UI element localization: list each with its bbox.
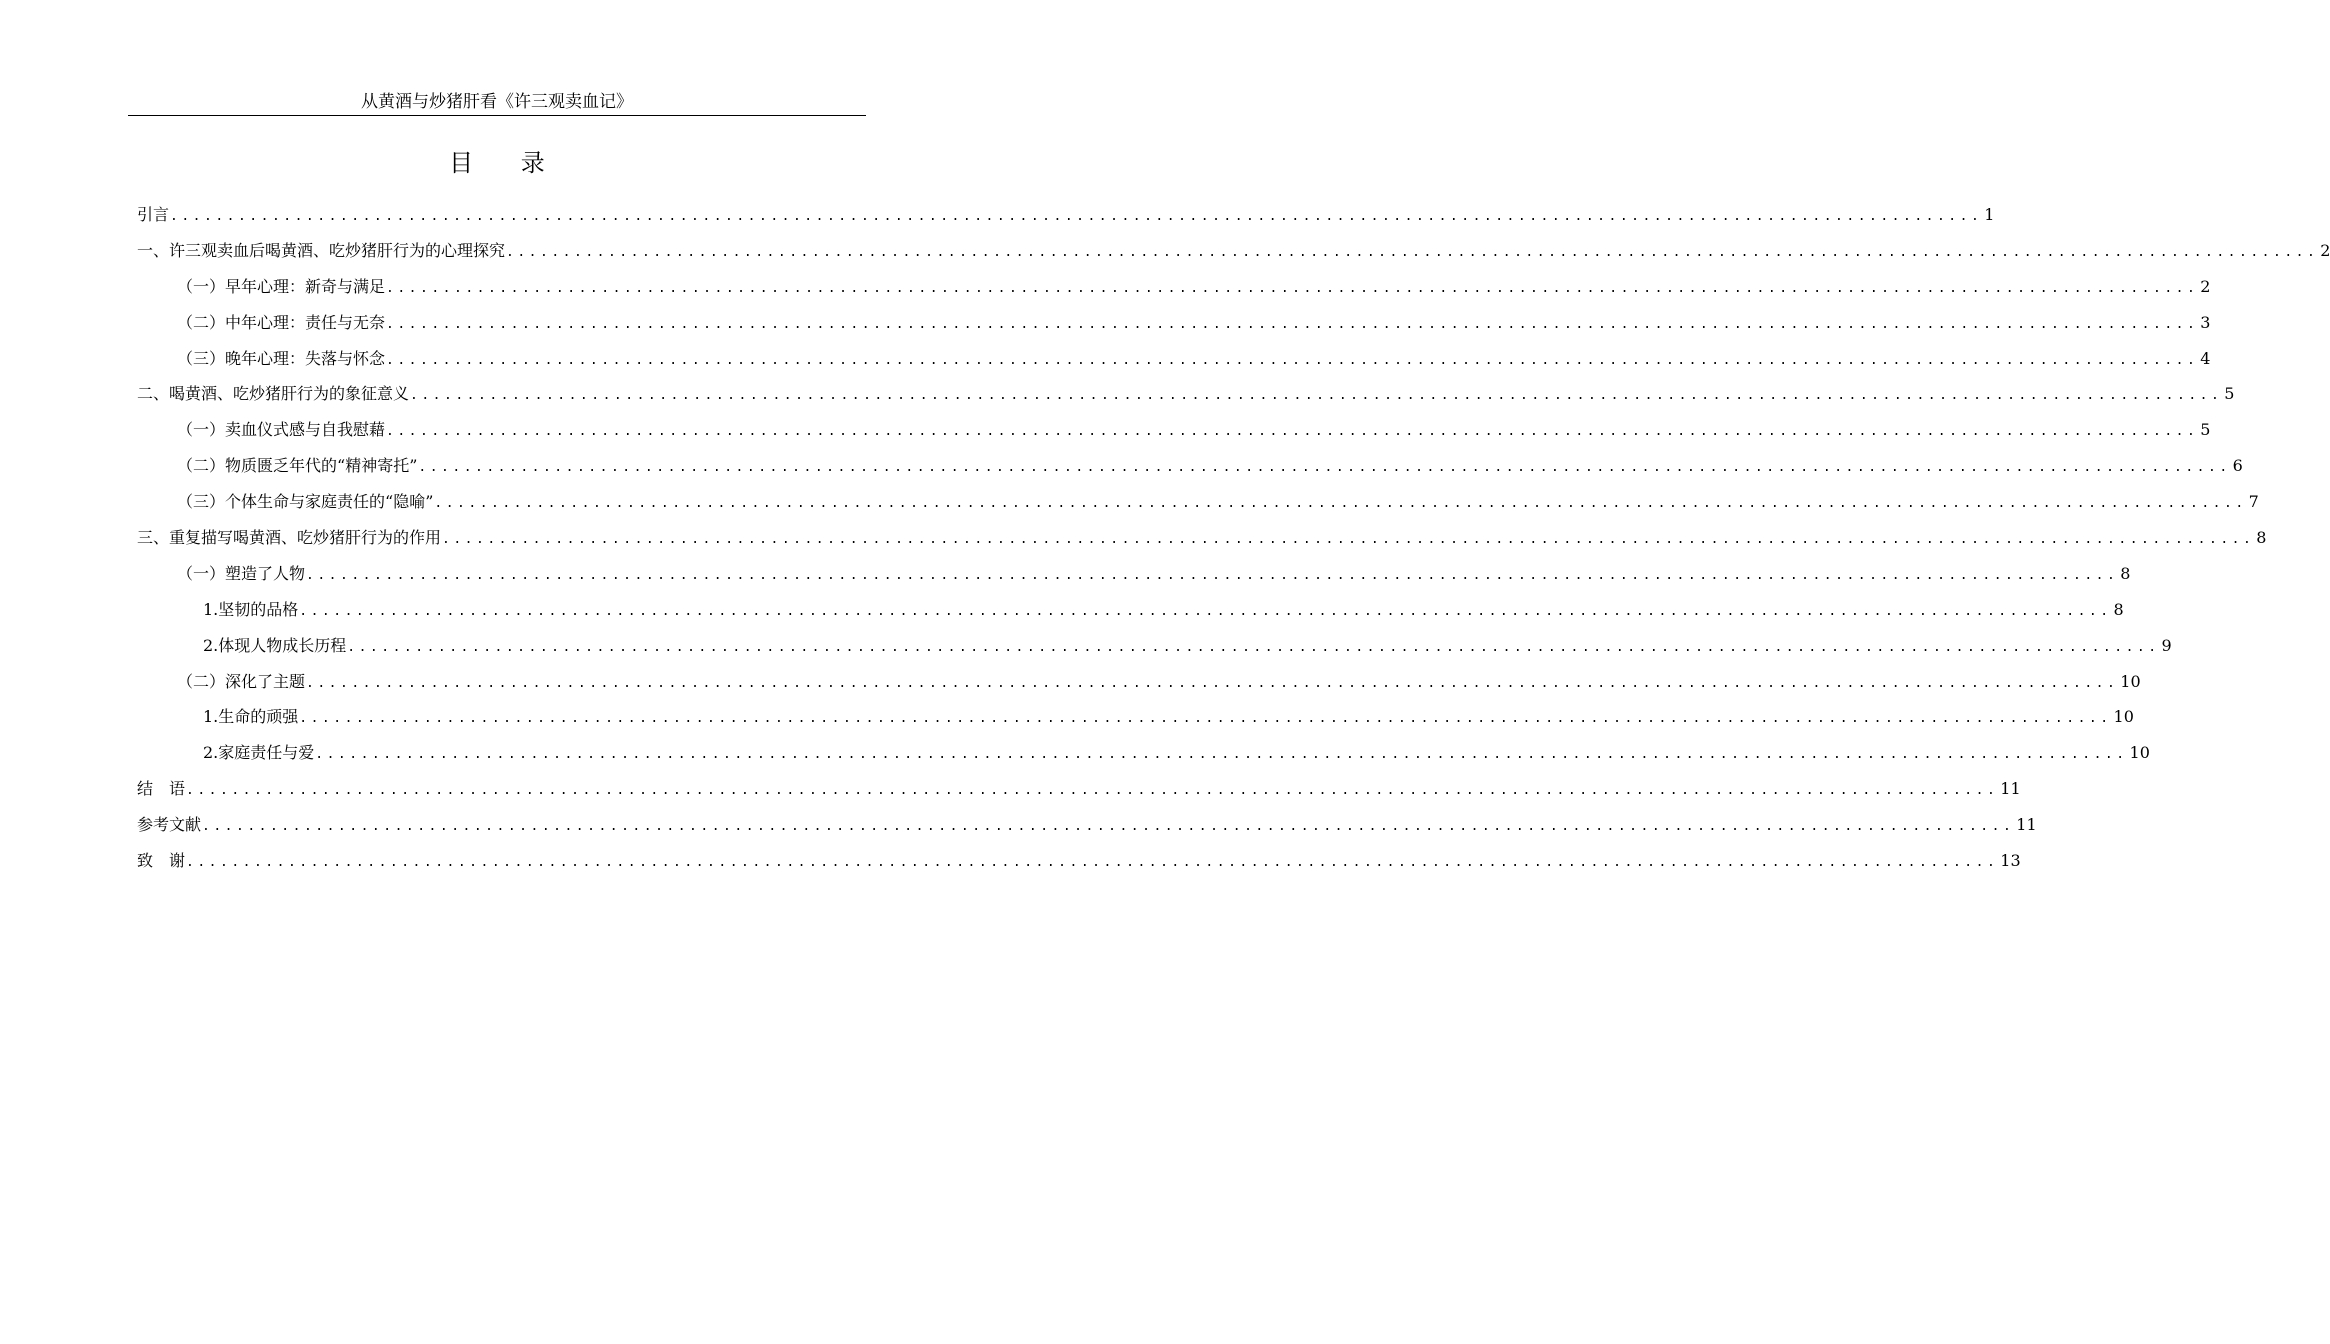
header-divider bbox=[128, 115, 866, 116]
toc-entry-number: （二） bbox=[177, 456, 226, 476]
table-of-contents bbox=[137, 200, 2330, 882]
toc-entry-subsection-3-1-2[interactable] bbox=[137, 631, 2172, 667]
toc-entry-number: 1. bbox=[203, 707, 219, 727]
toc-entry-section-1-2[interactable] bbox=[137, 308, 2211, 344]
toc-entry-page: 4 bbox=[2200, 348, 2211, 368]
toc-entry-acknowledgements[interactable] bbox=[137, 846, 2021, 882]
dot-leader: ................................................................................................................................................................ bbox=[186, 855, 1999, 871]
toc-entry-number: 一、 bbox=[137, 240, 170, 260]
toc-entry-page: 11 bbox=[2000, 779, 2021, 799]
toc-entry-number: 二、 bbox=[137, 384, 170, 404]
dot-leader: ................................................................................................................................................................ bbox=[202, 819, 2015, 835]
dot-leader: ................................................................................................................................................................ bbox=[306, 675, 2119, 691]
toc-entry-number: （一） bbox=[177, 563, 226, 583]
toc-entry-section-2-3[interactable] bbox=[137, 487, 2259, 523]
dot-leader: ................................................................................................................................................................ bbox=[418, 460, 2231, 476]
toc-entry-chapter-1[interactable] bbox=[137, 236, 2330, 272]
dot-leader: ................................................................................................................................................................ bbox=[506, 244, 2319, 260]
dot-leader: ................................................................................................................................................................ bbox=[347, 639, 2160, 655]
toc-entry-page: 8 bbox=[2256, 528, 2267, 548]
toc-entry-number: （三） bbox=[177, 348, 226, 368]
toc-entry-label: 家庭责任与爱 bbox=[218, 743, 315, 763]
dot-leader: ................................................................................................................................................................ bbox=[442, 532, 2255, 548]
toc-entry-label: 致 谢 bbox=[137, 851, 186, 871]
dot-leader: ................................................................................................................................................................ bbox=[410, 388, 2223, 404]
dot-leader: ................................................................................................................................................................ bbox=[315, 747, 2128, 763]
toc-entry-label: 引言 bbox=[137, 205, 170, 224]
toc-entry-section-2-2[interactable] bbox=[137, 451, 2243, 487]
toc-entry-section-3-1[interactable] bbox=[137, 559, 2131, 595]
toc-entry-page: 2 bbox=[2320, 240, 2330, 260]
toc-entry-number: 2. bbox=[203, 743, 219, 763]
toc-title: 目 录 bbox=[449, 149, 565, 177]
toc-entry-label: 体现人物成长历程 bbox=[218, 635, 347, 655]
dot-leader: ................................................................................................................................................................ bbox=[386, 316, 2199, 332]
toc-entry-label: 卖血仪式感与自我慰藉 bbox=[225, 420, 386, 440]
toc-entry-page: 11 bbox=[2016, 815, 2037, 835]
dot-leader: ................................................................................................................................................................ bbox=[386, 424, 2199, 440]
toc-entry-label: 深化了主题 bbox=[225, 671, 306, 691]
toc-entry-label: 喝黄酒、吃炒猪肝行为的象征意义 bbox=[169, 384, 410, 404]
toc-entry-chapter-3[interactable] bbox=[137, 523, 2267, 559]
toc-entry-page: 7 bbox=[2248, 492, 2259, 512]
dot-leader: ................................................................................................................................................................ bbox=[386, 280, 2199, 296]
toc-entry-label: 物质匮乏年代的“精神寄托” bbox=[225, 456, 418, 476]
toc-entry-section-1-3[interactable] bbox=[137, 344, 2211, 380]
toc-entry-conclusion[interactable] bbox=[137, 774, 2021, 810]
toc-entry-number: （一） bbox=[177, 420, 226, 440]
dot-leader: ................................................................................................................................................................ bbox=[386, 352, 2199, 368]
toc-entry-page: 5 bbox=[2200, 420, 2211, 440]
toc-entry-label: 个体生命与家庭责任的“隐喻” bbox=[225, 492, 434, 512]
toc-entry-references[interactable] bbox=[137, 810, 2037, 846]
toc-entry-page: 10 bbox=[2129, 743, 2150, 763]
toc-entry-number: （二） bbox=[177, 671, 226, 691]
toc-entry-page: 10 bbox=[2120, 671, 2141, 691]
toc-entry-label: 坚韧的品格 bbox=[218, 599, 299, 619]
toc-entry-page: 10 bbox=[2113, 707, 2134, 727]
toc-entry-page: 13 bbox=[2000, 851, 2021, 871]
toc-entry-number: 1. bbox=[203, 599, 219, 619]
toc-entry-page: 8 bbox=[2113, 599, 2124, 619]
dot-leader: ................................................................................................................................................................ bbox=[299, 711, 2112, 727]
toc-entry-number: （二） bbox=[177, 312, 226, 332]
toc-entry-section-3-2[interactable] bbox=[137, 667, 2141, 703]
toc-entry-page: 9 bbox=[2161, 635, 2172, 655]
toc-entry-page: 8 bbox=[2120, 563, 2131, 583]
toc-entry-subsection-3-2-1[interactable] bbox=[137, 702, 2134, 738]
dot-leader: ................................................................................................................................................................ bbox=[186, 783, 1999, 799]
toc-entry-page: 5 bbox=[2224, 384, 2235, 404]
toc-entry-subsection-3-1-1[interactable] bbox=[137, 595, 2124, 631]
toc-entry-chapter-2[interactable] bbox=[137, 379, 2235, 415]
dot-leader: ................................................................................................................................................................ bbox=[434, 496, 2247, 512]
dot-leader: ................................................................................................................................................................ bbox=[299, 603, 2112, 619]
toc-entry-number: （三） bbox=[177, 492, 226, 512]
toc-entry-label: 许三观卖血后喝黄酒、吃炒猪肝行为的心理探究 bbox=[169, 240, 506, 260]
toc-entry-number: 三、 bbox=[137, 528, 170, 548]
toc-entry-label: 生命的顽强 bbox=[218, 707, 299, 727]
toc-entry-subsection-3-2-2[interactable] bbox=[137, 738, 2150, 774]
toc-entry-section-1-1[interactable] bbox=[137, 272, 2211, 308]
toc-entry-label: 参考文献 bbox=[137, 815, 202, 835]
toc-entry-intro[interactable] bbox=[137, 200, 1995, 236]
toc-entry-label: 结 语 bbox=[137, 779, 186, 799]
toc-entry-label: 塑造了人物 bbox=[225, 563, 306, 583]
toc-entry-label: 中年心理：责任与无奈 bbox=[225, 312, 386, 332]
toc-entry-page: 2 bbox=[2200, 276, 2211, 296]
toc-entry-page: 3 bbox=[2200, 312, 2211, 332]
toc-entry-label: 晚年心理：失落与怀念 bbox=[225, 348, 386, 368]
toc-entry-section-2-1[interactable] bbox=[137, 415, 2211, 451]
toc-entry-label: 重复描写喝黄酒、吃炒猪肝行为的作用 bbox=[169, 528, 442, 548]
dot-leader: ................................................................................................................................................................ bbox=[170, 209, 1983, 224]
toc-entry-number: （一） bbox=[177, 276, 226, 296]
toc-entry-page: 6 bbox=[2232, 456, 2243, 476]
toc-entry-number: 2. bbox=[203, 635, 219, 655]
toc-entry-label: 早年心理：新奇与满足 bbox=[225, 276, 386, 296]
toc-entry-page: 1 bbox=[1984, 205, 1995, 224]
dot-leader: ................................................................................................................................................................ bbox=[306, 567, 2119, 583]
running-header: 从黄酒与炒猪肝看《许三观卖血记》 bbox=[361, 92, 633, 112]
